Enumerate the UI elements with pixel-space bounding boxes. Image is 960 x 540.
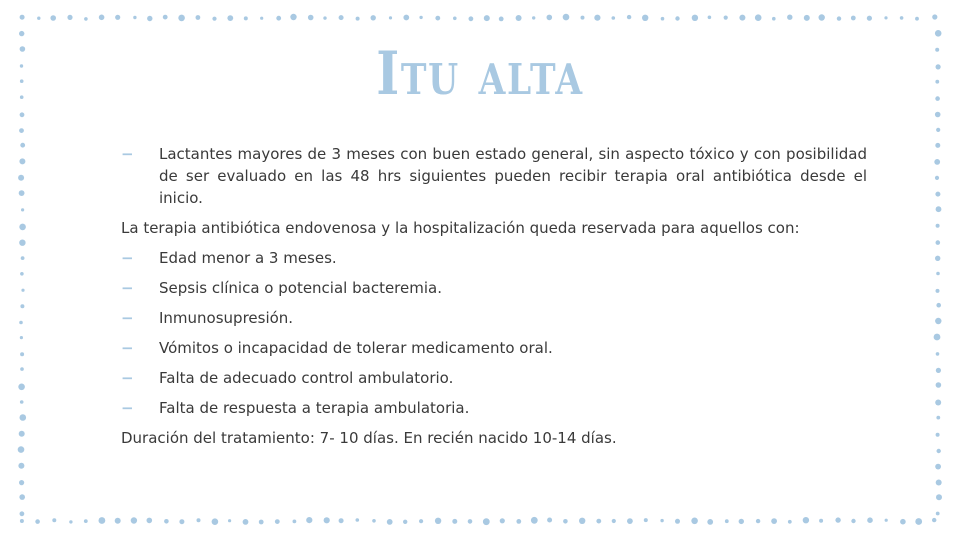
frame-dot	[19, 128, 24, 133]
frame-dot	[212, 518, 219, 525]
frame-dot	[900, 16, 904, 20]
frame-dot	[755, 14, 762, 21]
frame-dot	[936, 224, 940, 228]
frame-dot	[935, 112, 941, 118]
frame-dot	[837, 16, 841, 20]
frame-dot	[20, 400, 24, 404]
bullet-item-intro	[121, 143, 867, 209]
frame-dot	[691, 518, 698, 525]
frame-dot	[275, 519, 280, 524]
frame-dot	[581, 16, 585, 20]
frame-dot	[115, 518, 121, 524]
frame-dot	[936, 303, 941, 308]
bullet-item-criteria	[121, 247, 867, 269]
frame-dot	[196, 15, 201, 20]
slide-title: Itu alta	[376, 39, 584, 109]
frame-dot	[936, 480, 942, 486]
frame-dot	[724, 16, 728, 20]
frame-dot	[935, 256, 940, 261]
frame-dot	[452, 519, 457, 524]
frame-dot	[851, 519, 855, 523]
frame-dot	[804, 15, 810, 21]
dash-bullet-icon: −	[121, 145, 134, 163]
frame-dot	[293, 520, 297, 524]
frame-dot	[147, 518, 153, 524]
frame-dot	[867, 517, 873, 523]
frame-dot	[244, 16, 248, 20]
frame-dot	[20, 367, 24, 371]
frame-dot	[163, 15, 168, 20]
frame-dot	[516, 519, 521, 524]
frame-dot	[675, 519, 680, 524]
frame-dot	[18, 384, 25, 391]
frame-dot	[851, 16, 856, 21]
frame-dot	[547, 15, 553, 21]
frame-dot	[435, 16, 440, 21]
frame-dot	[20, 79, 24, 83]
frame-dot	[306, 517, 312, 523]
frame-dot	[835, 517, 840, 522]
frame-dot	[18, 446, 25, 453]
frame-dot	[18, 463, 24, 469]
frame-dot	[19, 494, 25, 500]
frame-dot	[707, 519, 713, 525]
frame-dot	[739, 15, 745, 21]
frame-dot	[18, 175, 24, 181]
frame-dot	[936, 240, 941, 245]
frame-dot	[819, 14, 825, 20]
frame-dot	[932, 14, 937, 19]
frame-dot	[20, 64, 23, 67]
frame-dot	[725, 519, 729, 523]
frame-dot	[935, 176, 939, 180]
frame-dot	[915, 518, 922, 525]
frame-dot	[483, 518, 490, 525]
frame-dot	[20, 511, 25, 516]
bullet-item-criteria	[121, 277, 867, 299]
frame-dot	[935, 192, 940, 197]
frame-dot	[936, 494, 942, 500]
frame-dot	[372, 519, 376, 523]
frame-dot	[20, 304, 24, 308]
frame-dot	[20, 352, 24, 356]
frame-dot	[260, 17, 263, 20]
frame-dot	[50, 15, 56, 21]
frame-dot	[356, 518, 360, 522]
frame-dot	[228, 519, 231, 522]
frame-dot	[936, 206, 942, 212]
frame-dot	[885, 519, 888, 522]
frame-dot	[243, 519, 249, 525]
frame-dot	[276, 16, 281, 21]
frame-dot	[339, 518, 344, 523]
frame-dot	[19, 158, 25, 164]
dash-bullet-icon: −	[121, 339, 134, 357]
frame-dot	[339, 15, 344, 20]
body-paragraph: La terapia antibiótica endovenosa y la hospitalización queda reservada para aquellos con:	[121, 219, 800, 237]
frame-dot	[937, 449, 941, 453]
bullet-item-criteria	[121, 367, 867, 389]
frame-dot	[867, 16, 872, 21]
frame-dot	[20, 336, 23, 339]
frame-dot	[936, 128, 940, 132]
frame-dot	[531, 517, 538, 524]
frame-dot	[20, 519, 24, 523]
frame-dot	[20, 15, 25, 20]
frame-dot	[563, 14, 570, 21]
frame-dot	[468, 519, 473, 524]
frame-dot	[936, 416, 940, 420]
bullet-item-criteria	[121, 397, 867, 419]
frame-dot	[499, 17, 504, 22]
frame-dot	[915, 17, 919, 21]
frame-dot	[419, 519, 423, 523]
frame-dot	[35, 519, 40, 524]
dash-bullet-icon: −	[121, 369, 134, 387]
frame-dot	[469, 16, 474, 21]
frame-dot	[21, 208, 24, 211]
frame-dot	[936, 272, 940, 276]
frame-dot	[21, 289, 24, 292]
frame-dot	[403, 520, 407, 524]
frame-dot	[387, 519, 393, 525]
frame-dot	[19, 31, 24, 36]
frame-dot	[772, 17, 776, 21]
bullet-text: Falta de adecuado control ambulatorio.	[159, 369, 454, 387]
frame-dot	[147, 16, 152, 21]
frame-dot	[932, 518, 936, 522]
frame-dot	[37, 17, 40, 20]
frame-dot	[308, 15, 314, 21]
dash-bullet-icon: −	[121, 399, 134, 417]
frame-dot	[936, 433, 940, 437]
frame-dot	[164, 519, 169, 524]
frame-dot	[20, 414, 27, 421]
frame-dot	[403, 15, 409, 21]
frame-dot	[324, 517, 330, 523]
frame-dot	[67, 15, 72, 20]
bullet-text: Inmunosupresión.	[159, 309, 294, 327]
frame-dot	[787, 15, 792, 20]
frame-dot	[227, 15, 233, 21]
frame-dot	[596, 519, 601, 524]
frame-dot	[594, 15, 600, 21]
frame-dot	[934, 334, 941, 341]
frame-dot	[692, 15, 698, 21]
frame-dot	[389, 16, 392, 19]
frame-dot	[627, 518, 633, 524]
frame-dot	[115, 15, 120, 20]
frame-dot	[20, 143, 25, 148]
frame-dot	[435, 518, 441, 524]
frame-dot	[419, 16, 422, 19]
duration-text: Duración del tratamiento: 7- 10 días. En recién nacido 10-14 días.	[121, 429, 617, 447]
frame-dot	[642, 15, 648, 21]
frame-dot	[935, 400, 941, 406]
slide-body	[121, 143, 867, 449]
frame-dot	[19, 321, 23, 325]
frame-dot	[19, 190, 25, 196]
frame-dot	[660, 519, 663, 522]
frame-dot	[936, 512, 940, 516]
frame-dot	[290, 14, 296, 20]
frame-dot	[19, 224, 26, 231]
frame-dot	[99, 517, 106, 524]
frame-dot	[547, 518, 552, 523]
frame-dot	[935, 48, 939, 52]
bullet-text: Vómitos o incapacidad de tolerar medicamento oral.	[159, 339, 553, 357]
frame-dot	[323, 16, 326, 19]
frame-dot	[99, 14, 105, 20]
frame-dot	[627, 15, 631, 19]
frame-dot	[21, 256, 25, 260]
frame-dot	[178, 15, 185, 22]
frame-dot	[516, 15, 522, 21]
frame-dot	[756, 519, 760, 523]
dash-bullet-icon: −	[121, 309, 134, 327]
frame-dot	[356, 17, 360, 21]
bullet-text: Edad menor a 3 meses.	[159, 249, 337, 267]
frame-dot	[179, 519, 184, 524]
frame-dot	[936, 289, 940, 293]
frame-dot	[771, 518, 777, 524]
frame-dot	[19, 431, 25, 437]
frame-dot	[788, 520, 792, 524]
frame-dot	[259, 520, 264, 525]
frame-dot	[819, 519, 823, 523]
frame-dot	[935, 143, 940, 148]
frame-dot	[20, 46, 26, 52]
frame-dot	[612, 16, 616, 20]
dash-bullet-icon: −	[121, 279, 134, 297]
frame-dot	[19, 240, 25, 246]
frame-dot	[935, 464, 941, 470]
frame-dot	[500, 518, 505, 523]
frame-dot	[900, 519, 906, 525]
frame-dot	[20, 112, 25, 117]
frame-dot	[936, 382, 942, 388]
frame-dot	[708, 15, 712, 19]
frame-dot	[739, 519, 744, 524]
bullet-text: Falta de respuesta a terapia ambulatoria.	[159, 399, 470, 417]
frame-dot	[884, 16, 887, 19]
frame-dot	[84, 17, 88, 21]
frame-dot	[131, 517, 137, 523]
frame-dot	[20, 95, 24, 99]
frame-dot	[675, 16, 679, 20]
frame-dot	[935, 318, 941, 324]
frame-dot	[612, 519, 616, 523]
frame-dot	[197, 518, 201, 522]
frame-dot	[19, 480, 24, 485]
frame-dot	[52, 518, 56, 522]
frame-dot	[935, 30, 942, 37]
frame-dot	[371, 15, 376, 20]
frame-dot	[936, 64, 941, 69]
frame-dot	[532, 16, 535, 19]
bullet-text: Lactantes mayores de 3 meses con buen estado general, sin aspecto tóxico y con posibilidad de ser evaluado en las 48 hrs siguientes pueden recibir terapia oral antibiótica desde el inicio.	[159, 145, 867, 207]
frame-dot	[803, 517, 809, 523]
frame-dot	[644, 518, 648, 522]
frame-dot	[579, 518, 585, 524]
frame-dot	[563, 519, 568, 524]
frame-dot	[484, 15, 490, 21]
frame-dot	[936, 352, 940, 356]
frame-dot	[453, 17, 457, 21]
frame-dot	[935, 96, 940, 101]
frame-dot	[935, 80, 939, 84]
frame-dot	[934, 159, 940, 165]
frame-dot	[212, 17, 216, 21]
frame-dot	[20, 272, 24, 276]
dash-bullet-icon: −	[121, 249, 134, 267]
frame-dot	[133, 16, 136, 19]
bullet-item-criteria	[121, 307, 867, 329]
frame-dot	[661, 17, 665, 21]
bullet-text: Sepsis clínica o potencial bacteremia.	[159, 279, 442, 297]
frame-dot	[936, 368, 941, 373]
frame-dot	[84, 519, 88, 523]
frame-dot	[69, 520, 72, 523]
bullet-item-criteria	[121, 337, 867, 359]
